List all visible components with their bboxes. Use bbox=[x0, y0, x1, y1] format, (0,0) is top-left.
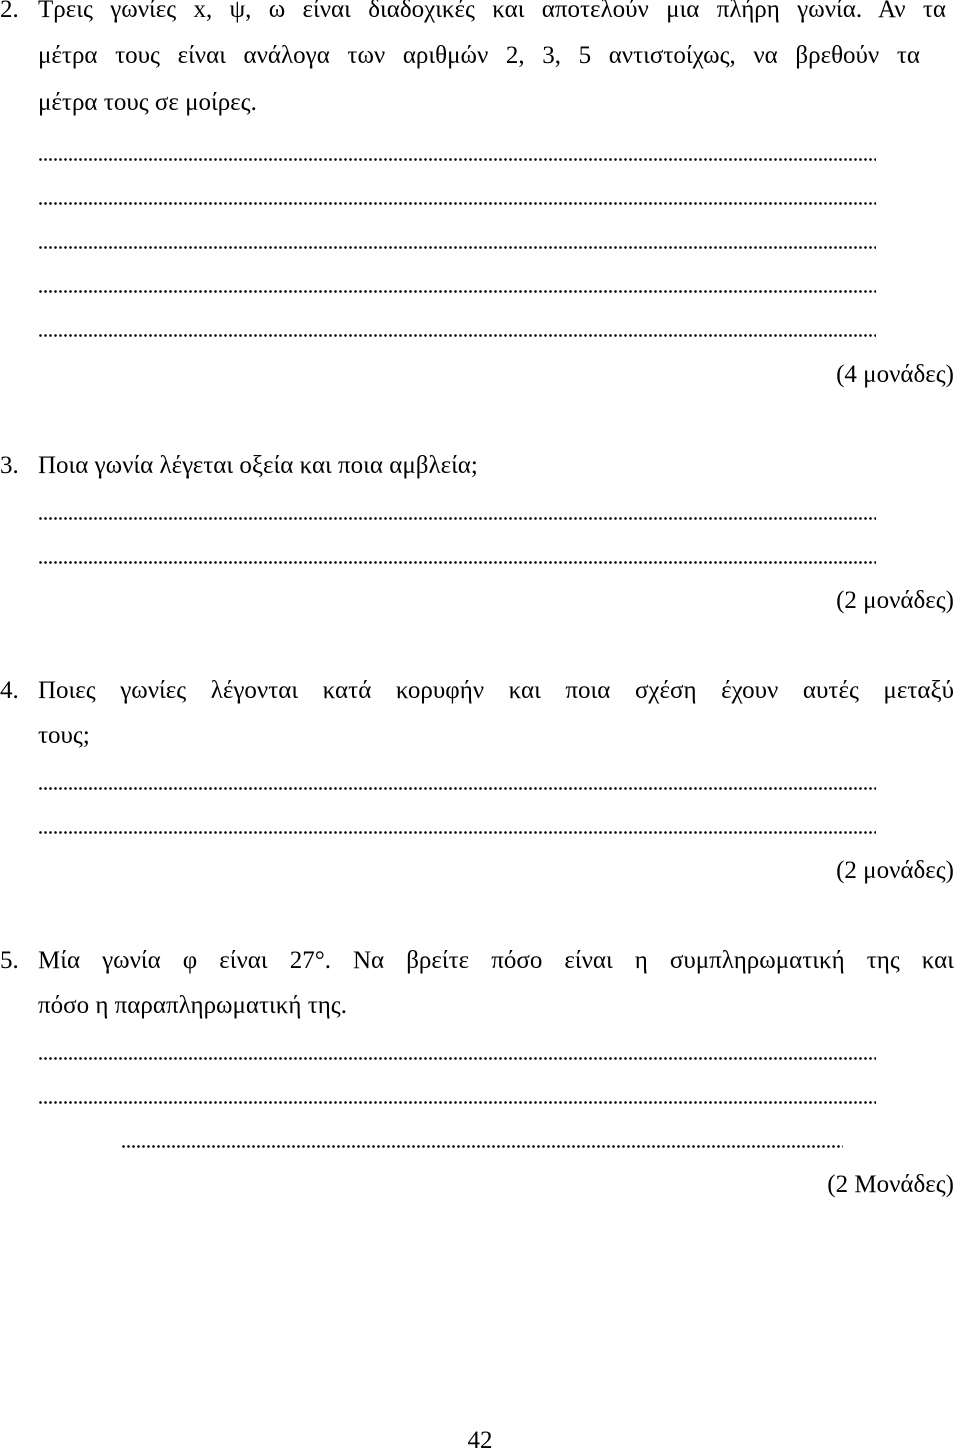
answer-line[interactable] bbox=[38, 157, 876, 162]
answer-line[interactable] bbox=[38, 560, 876, 565]
answer-line[interactable] bbox=[38, 516, 876, 521]
answer-line[interactable] bbox=[38, 289, 876, 294]
question-4-number: 4. bbox=[0, 677, 19, 704]
answer-line[interactable] bbox=[38, 1100, 876, 1105]
question-2-text-line-2: μέτρα τους είναι ανάλογα των αριθμών 2, 3, 5 αντιστοίχως, να βρεθούν τα bbox=[38, 42, 920, 69]
answer-line[interactable] bbox=[38, 245, 876, 250]
question-2-marks: (4 μονάδες) bbox=[836, 361, 954, 388]
page-number: 42 bbox=[467, 1427, 493, 1454]
question-3-number: 3. bbox=[0, 452, 19, 479]
question-3-marks: (2 μονάδες) bbox=[836, 587, 954, 614]
answer-line[interactable] bbox=[38, 786, 876, 791]
question-2-number: 2. bbox=[0, 0, 19, 23]
question-4-marks: (2 μονάδες) bbox=[836, 857, 954, 884]
question-5-text-line-1: Μία γωνία φ είναι 27°. Να βρείτε πόσο είναι η συμπληρωματική της και bbox=[38, 947, 954, 974]
question-5-marks: (2 Μονάδες) bbox=[827, 1171, 954, 1198]
question-5-text-line-2: πόσο η παραπληρωματική της. bbox=[38, 992, 347, 1019]
question-2-text-line-3: μέτρα τους σε μοίρες. bbox=[38, 89, 257, 116]
answer-line[interactable] bbox=[38, 333, 876, 338]
answer-line[interactable] bbox=[38, 830, 876, 835]
question-2-text-line-1: Τρεις γωνίες x, ψ, ω είναι διαδοχικές και αποτελούν μια πλήρη γωνία. Αν τα bbox=[38, 0, 946, 23]
question-3-text-line-1: Ποια γωνία λέγεται οξεία και ποια αμβλεία; bbox=[38, 452, 478, 479]
question-4-text-line-1: Ποιες γωνίες λέγονται κατά κορυφήν και ποια σχέση έχουν αυτές μεταξύ bbox=[38, 677, 954, 704]
question-4-text-line-2: τους; bbox=[38, 722, 90, 749]
question-5-number: 5. bbox=[0, 947, 19, 974]
answer-line[interactable] bbox=[38, 201, 876, 206]
answer-line[interactable] bbox=[121, 1144, 843, 1149]
answer-line[interactable] bbox=[38, 1056, 876, 1061]
